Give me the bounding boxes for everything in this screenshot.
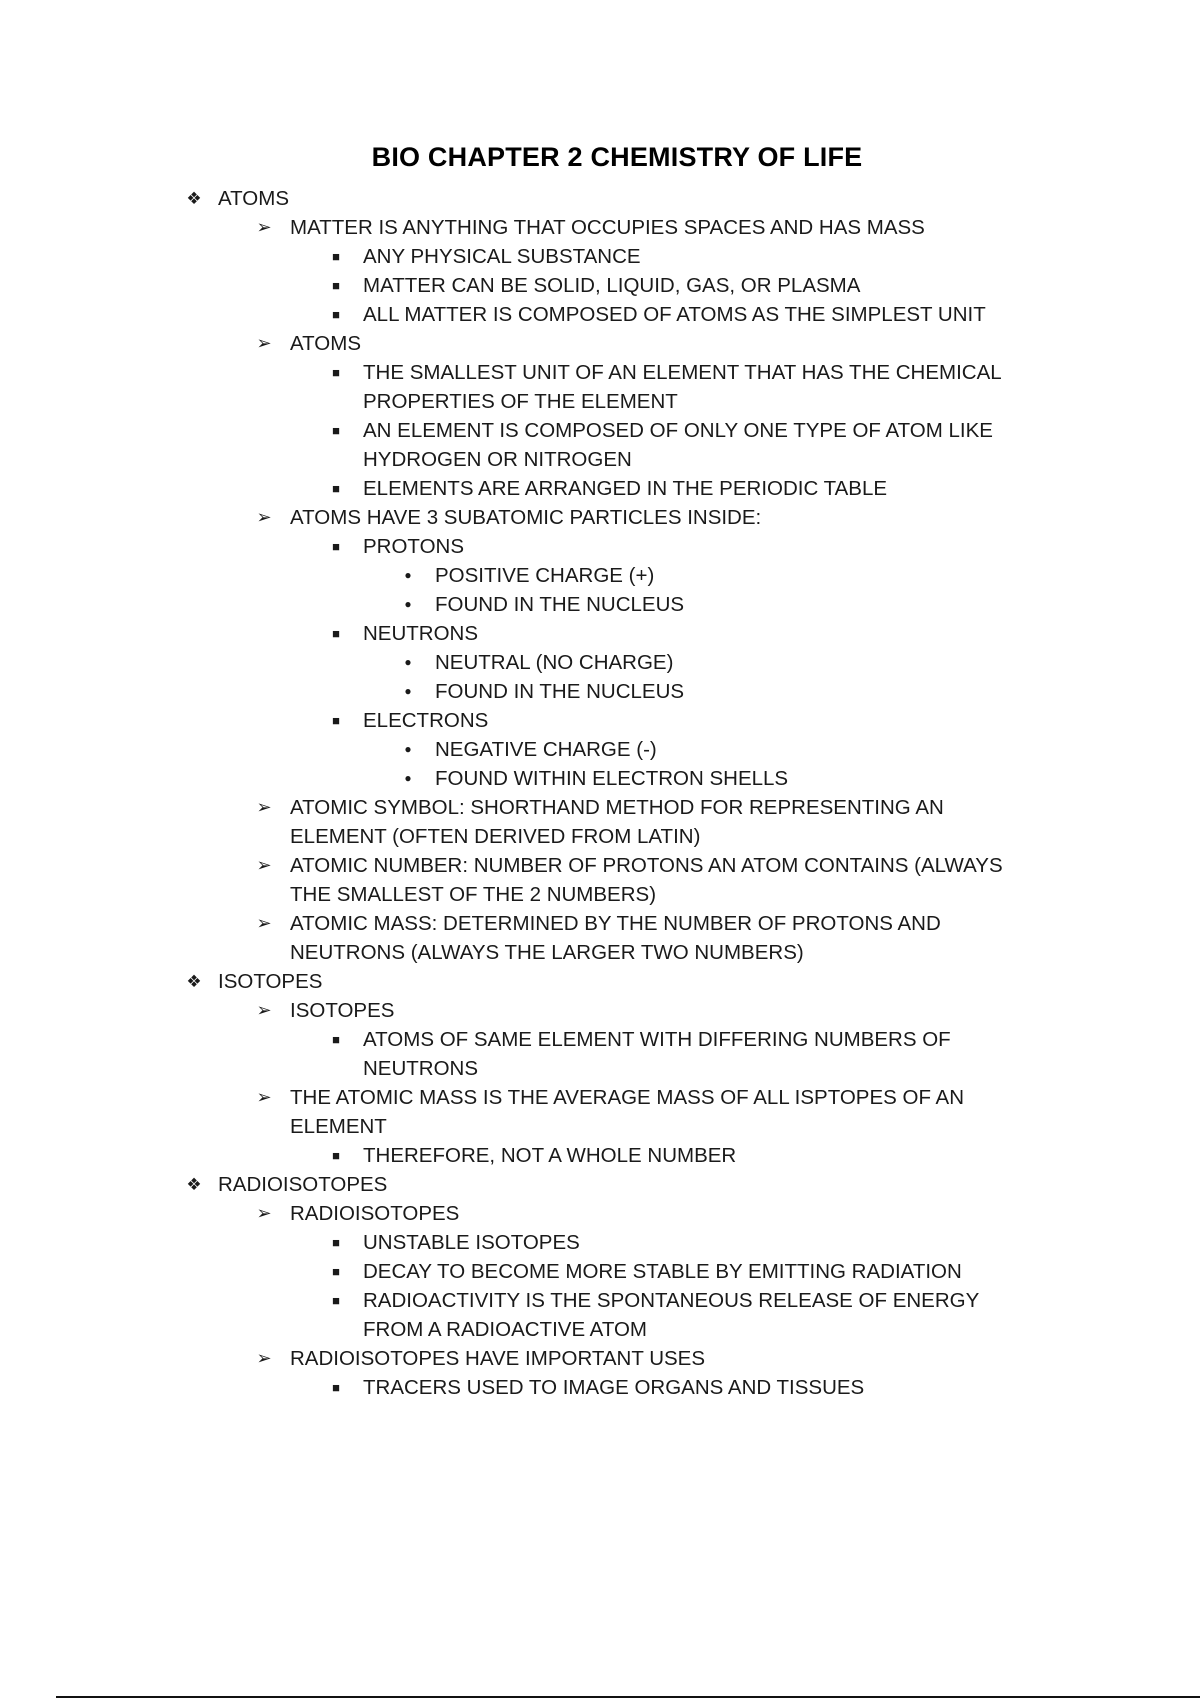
dot-bullet-icon: ● <box>404 742 412 756</box>
footer-divider <box>56 1696 1200 1698</box>
outline-item <box>0 329 1200 358</box>
arrow-bullet-icon: ➢ <box>256 1087 272 1107</box>
outline-item <box>0 619 1200 648</box>
outline-item-text: ISOTOPES <box>290 999 395 1022</box>
outline-item-text: ATOMS OF SAME ELEMENT WITH DIFFERING NUMBERS OF <box>363 1028 951 1051</box>
outline-item <box>0 1257 1200 1286</box>
square-bullet-icon: ■ <box>332 539 340 554</box>
outline-list <box>0 184 1200 1402</box>
dot-bullet-icon: ● <box>404 684 412 698</box>
dot-bullet-icon: ● <box>404 568 412 582</box>
outline-item-text: THE ATOMIC MASS IS THE AVERAGE MASS OF ALL ISPTOPES OF AN <box>290 1086 965 1109</box>
outline-item-text: RADIOACTIVITY IS THE SPONTANEOUS RELEASE OF ENERGY <box>363 1289 980 1312</box>
square-bullet-icon: ■ <box>332 1032 340 1047</box>
outline-item-text: THE SMALLEST OF THE 2 NUMBERS) <box>290 883 657 906</box>
outline-item <box>0 242 1200 271</box>
arrow-bullet-icon: ➢ <box>256 217 272 237</box>
outline-item <box>0 184 1200 213</box>
outline-item <box>0 764 1200 793</box>
square-bullet-icon: ■ <box>332 423 340 438</box>
outline-item-text: ATOMIC SYMBOL: SHORTHAND METHOD FOR REPRESENTING AN <box>290 796 944 819</box>
outline-item-text: ELEMENT (OFTEN DERIVED FROM LATIN) <box>290 825 701 848</box>
outline-item-text: ATOMS <box>218 187 289 210</box>
outline-item <box>0 503 1200 532</box>
outline-item-text: NEUTRONS <box>363 622 479 645</box>
outline-item-text: POSITIVE CHARGE (+) <box>435 564 655 587</box>
dot-bullet-icon: ● <box>404 655 412 669</box>
outline-item-text: ALL MATTER IS COMPOSED OF ATOMS AS THE SIMPLEST UNIT <box>363 303 986 326</box>
outline-item-continuation <box>0 1315 1200 1344</box>
outline-item-text: FOUND IN THE NUCLEUS <box>435 593 685 616</box>
square-bullet-icon: ■ <box>332 365 340 380</box>
outline-item-text: FROM A RADIOACTIVE ATOM <box>363 1318 648 1341</box>
outline-item-text: UNSTABLE ISOTOPES <box>363 1231 580 1254</box>
outline-item-text: ELECTRONS <box>363 709 489 732</box>
outline-item <box>0 300 1200 329</box>
diamond-bullet-icon: ❖ <box>186 189 202 208</box>
square-bullet-icon: ■ <box>332 307 340 322</box>
outline-item <box>0 1344 1200 1373</box>
outline-item <box>0 1199 1200 1228</box>
outline-item-text: NEUTRAL (NO CHARGE) <box>435 651 674 674</box>
outline-item <box>0 677 1200 706</box>
diamond-bullet-icon: ❖ <box>186 972 202 991</box>
outline-item-text: ANY PHYSICAL SUBSTANCE <box>363 245 641 268</box>
outline-item-text: HYDROGEN OR NITROGEN <box>363 448 632 471</box>
outline-item-continuation <box>0 387 1200 416</box>
outline-item-continuation <box>0 880 1200 909</box>
outline-item-text: ELEMENTS ARE ARRANGED IN THE PERIODIC TABLE <box>363 477 888 500</box>
outline-item-text: AN ELEMENT IS COMPOSED OF ONLY ONE TYPE OF ATOM LIKE <box>363 419 993 442</box>
outline-item-text: NEUTRONS <box>363 1057 479 1080</box>
outline-item-text: RADIOISOTOPES <box>290 1202 460 1225</box>
outline-item-text: RADIOISOTOPES HAVE IMPORTANT USES <box>290 1347 706 1370</box>
square-bullet-icon: ■ <box>332 1380 340 1395</box>
square-bullet-icon: ■ <box>332 626 340 641</box>
outline-item-text: FOUND IN THE NUCLEUS <box>435 680 685 703</box>
outline-item-text: ISOTOPES <box>218 970 323 993</box>
outline-item-text: NEUTRONS (ALWAYS THE LARGER TWO NUMBERS) <box>290 941 804 964</box>
outline-item <box>0 1025 1200 1054</box>
outline-item <box>0 1228 1200 1257</box>
outline-item <box>0 909 1200 938</box>
outline-item <box>0 735 1200 764</box>
outline-item-continuation <box>0 445 1200 474</box>
arrow-bullet-icon: ➢ <box>256 855 272 875</box>
outline-item <box>0 532 1200 561</box>
square-bullet-icon: ■ <box>332 1293 340 1308</box>
outline-item <box>0 996 1200 1025</box>
outline-item-text: NEGATIVE CHARGE (-) <box>435 738 657 761</box>
outline-item-continuation <box>0 1054 1200 1083</box>
outline-item-text: THE SMALLEST UNIT OF AN ELEMENT THAT HAS THE CHEMICAL <box>363 361 1002 384</box>
outline-item-text: PROTONS <box>363 535 464 558</box>
square-bullet-icon: ■ <box>332 278 340 293</box>
outline-item <box>0 590 1200 619</box>
outline-item <box>0 793 1200 822</box>
outline-item-text: ATOMIC MASS: DETERMINED BY THE NUMBER OF PROTONS AND <box>290 912 941 935</box>
square-bullet-icon: ■ <box>332 1235 340 1250</box>
square-bullet-icon: ■ <box>332 249 340 264</box>
outline-item <box>0 851 1200 880</box>
outline-item-text: TRACERS USED TO IMAGE ORGANS AND TISSUES <box>363 1376 865 1399</box>
diamond-bullet-icon: ❖ <box>186 1175 202 1194</box>
outline-item <box>0 1170 1200 1199</box>
outline-item-text: MATTER CAN BE SOLID, LIQUID, GAS, OR PLASMA <box>363 274 861 297</box>
arrow-bullet-icon: ➢ <box>256 1000 272 1020</box>
outline-item-text: FOUND WITHIN ELECTRON SHELLS <box>435 767 789 790</box>
arrow-bullet-icon: ➢ <box>256 333 272 353</box>
dot-bullet-icon: ● <box>404 771 412 785</box>
outline-item <box>0 474 1200 503</box>
outline-item <box>0 1141 1200 1170</box>
square-bullet-icon: ■ <box>332 1148 340 1163</box>
outline-item-text: ATOMS <box>290 332 361 355</box>
square-bullet-icon: ■ <box>332 481 340 496</box>
outline-item <box>0 967 1200 996</box>
outline-item-text: PROPERTIES OF THE ELEMENT <box>363 390 678 413</box>
outline-item <box>0 271 1200 300</box>
arrow-bullet-icon: ➢ <box>256 1348 272 1368</box>
square-bullet-icon: ■ <box>332 1264 340 1279</box>
square-bullet-icon: ■ <box>332 713 340 728</box>
page-title: BIO CHAPTER 2 CHEMISTRY OF LIFE <box>371 142 863 172</box>
outline-item <box>0 1083 1200 1112</box>
outline-item-continuation <box>0 938 1200 967</box>
outline-item <box>0 358 1200 387</box>
arrow-bullet-icon: ➢ <box>256 507 272 527</box>
outline-item <box>0 213 1200 242</box>
arrow-bullet-icon: ➢ <box>256 1203 272 1223</box>
outline-item-text: ATOMS HAVE 3 SUBATOMIC PARTICLES INSIDE: <box>290 506 762 529</box>
arrow-bullet-icon: ➢ <box>256 797 272 817</box>
arrow-bullet-icon: ➢ <box>256 913 272 933</box>
dot-bullet-icon: ● <box>404 597 412 611</box>
outline-item <box>0 706 1200 735</box>
outline-item <box>0 561 1200 590</box>
outline-item-text: MATTER IS ANYTHING THAT OCCUPIES SPACES AND HAS MASS <box>290 216 925 239</box>
outline-item <box>0 1373 1200 1402</box>
outline-item-text: THEREFORE, NOT A WHOLE NUMBER <box>363 1144 737 1167</box>
outline-item <box>0 1286 1200 1315</box>
outline-item <box>0 416 1200 445</box>
outline-item-text: ATOMIC NUMBER: NUMBER OF PROTONS AN ATOM CONTAINS (ALWAYS <box>290 854 1003 877</box>
outline-item-continuation <box>0 1112 1200 1141</box>
outline-item-text: ELEMENT <box>290 1115 387 1138</box>
outline-item-continuation <box>0 822 1200 851</box>
outline-item-text: DECAY TO BECOME MORE STABLE BY EMITTING RADIATION <box>363 1260 962 1283</box>
outline-item <box>0 648 1200 677</box>
outline-item-text: RADIOISOTOPES <box>218 1173 388 1196</box>
